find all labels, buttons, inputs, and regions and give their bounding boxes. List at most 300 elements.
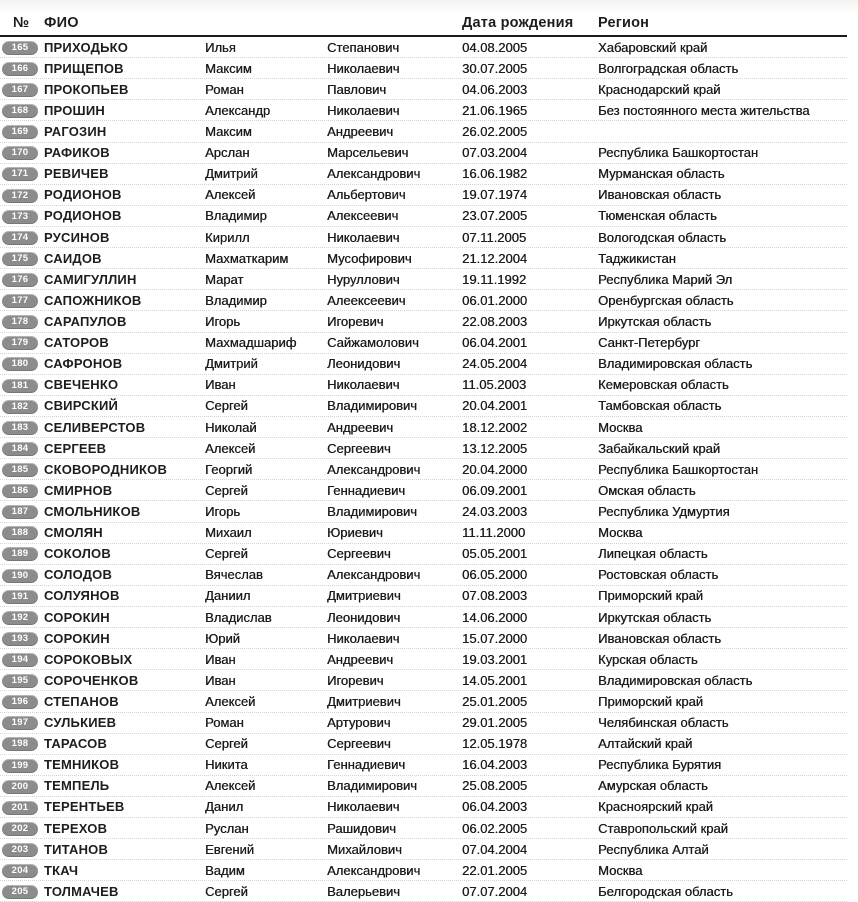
table-header-row <box>0 0 847 37</box>
birth-date-cell: 16.06.1982 <box>462 166 528 182</box>
birth-date-cell: 14.05.2001 <box>462 672 528 688</box>
row-number-badge: 174 <box>2 231 38 245</box>
first-name-cell: Кирилл <box>205 229 250 245</box>
region-cell: Республика Удмуртия <box>598 503 730 519</box>
birth-date-cell: 21.12.2004 <box>462 250 528 266</box>
first-name-cell: Сергей <box>205 398 248 414</box>
surname-cell: СВИРСКИЙ <box>44 398 119 414</box>
patronymic-cell: Владимирович <box>327 778 417 794</box>
table-row <box>0 459 847 480</box>
region-cell: Челябинская область <box>598 715 729 731</box>
region-cell: Кемеровская область <box>598 377 729 393</box>
surname-cell: СОКОЛОВ <box>44 546 111 562</box>
region-cell: Ивановская область <box>598 630 721 646</box>
row-number-cell <box>0 694 44 710</box>
region-cell: Без постоянного места жительства <box>598 102 810 118</box>
row-number-badge: 167 <box>2 83 38 97</box>
header-number: № <box>13 15 30 31</box>
region-cell: Мурманская область <box>598 166 725 182</box>
table-row <box>0 100 847 121</box>
row-number-cell <box>0 81 44 97</box>
table-row <box>0 565 847 586</box>
row-number-cell <box>0 461 44 477</box>
table-row <box>0 755 847 776</box>
birth-date-cell: 07.08.2003 <box>462 588 528 604</box>
row-number-cell <box>0 250 44 266</box>
row-number-cell <box>0 124 44 140</box>
first-name-cell: Алексей <box>205 778 256 794</box>
table-row <box>0 818 847 839</box>
first-name-cell: Игорь <box>205 313 241 329</box>
patronymic-cell: Александрович <box>327 166 421 182</box>
table-row <box>0 628 847 649</box>
birth-date-cell: 06.04.2003 <box>462 799 528 815</box>
surname-cell: РАГОЗИН <box>44 123 107 139</box>
table-row <box>0 839 847 860</box>
patronymic-cell: Геннадиевич <box>327 757 406 773</box>
first-name-cell: Владислав <box>205 609 272 625</box>
birth-date-cell: 05.05.2001 <box>462 546 528 562</box>
row-number-cell <box>0 229 44 245</box>
first-name-cell: Максим <box>205 60 252 76</box>
table-row <box>0 290 847 311</box>
table-row <box>0 691 847 712</box>
surname-cell: САМИГУЛЛИН <box>44 271 137 287</box>
surname-cell: СУЛЬКИЕВ <box>44 715 117 731</box>
first-name-cell: Вадим <box>205 862 245 878</box>
region-cell: Тюменская область <box>598 208 717 224</box>
surname-cell: ТОЛМАЧЕВ <box>44 883 119 899</box>
patronymic-cell: Сергеевич <box>327 736 391 752</box>
birth-date-cell: 16.04.2003 <box>462 757 528 773</box>
birth-date-cell: 22.08.2003 <box>462 313 528 329</box>
row-number-badge: 179 <box>2 336 38 350</box>
table-row <box>0 143 847 164</box>
patronymic-cell: Владимирович <box>327 398 417 414</box>
region-cell: Забайкальский край <box>598 440 721 456</box>
table-row <box>0 375 847 396</box>
first-name-cell: Роман <box>205 715 244 731</box>
birth-date-cell: 24.03.2003 <box>462 503 528 519</box>
row-number-badge: 186 <box>2 484 38 498</box>
first-name-cell: Роман <box>205 81 244 97</box>
patronymic-cell: Алексеевич <box>327 208 399 224</box>
row-number-badge: 198 <box>2 737 38 751</box>
table-row <box>0 649 847 670</box>
birth-date-cell: 20.04.2001 <box>462 398 528 414</box>
region-cell: Оренбургская область <box>598 292 734 308</box>
row-number-badge: 204 <box>2 864 38 878</box>
row-number-cell <box>0 440 44 456</box>
region-cell: Белгородская область <box>598 883 733 899</box>
region-cell: Хабаровский край <box>598 39 708 55</box>
region-cell: Ростовская область <box>598 567 719 583</box>
first-name-cell: Сергей <box>205 546 248 562</box>
region-cell: Амурская область <box>598 778 708 794</box>
row-number-cell <box>0 398 44 414</box>
header-birth-date: Дата рождения <box>462 15 574 31</box>
row-number-badge: 189 <box>2 547 38 561</box>
birth-date-cell: 06.05.2000 <box>462 567 528 583</box>
row-number-badge: 197 <box>2 716 38 730</box>
birth-date-cell: 24.05.2004 <box>462 356 528 372</box>
patronymic-cell: Леонидович <box>327 609 401 625</box>
birth-date-cell: 06.04.2001 <box>462 335 528 351</box>
birth-date-cell: 11.05.2003 <box>462 377 527 393</box>
row-number-cell <box>0 884 44 900</box>
surname-cell: ПРИЩЕПОВ <box>44 60 124 76</box>
birth-date-cell: 22.01.2005 <box>462 862 528 878</box>
row-number-badge: 182 <box>2 400 38 414</box>
table-row <box>0 670 847 691</box>
patronymic-cell: Александрович <box>327 461 421 477</box>
row-number-badge: 178 <box>2 315 38 329</box>
first-name-cell: Иван <box>205 651 236 667</box>
region-cell: Приморский край <box>598 693 703 709</box>
table-row <box>0 480 847 501</box>
first-name-cell: Арслан <box>205 145 250 161</box>
region-cell: Владимировская область <box>598 356 753 372</box>
table-row <box>0 396 847 417</box>
row-number-badge: 202 <box>2 822 38 836</box>
birth-date-cell: 19.07.1974 <box>462 187 528 203</box>
table-row <box>0 354 847 375</box>
row-number-cell <box>0 335 44 351</box>
birth-date-cell: 07.03.2004 <box>462 145 528 161</box>
first-name-cell: Дмитрий <box>205 356 258 372</box>
row-number-cell <box>0 187 44 203</box>
surname-cell: РОДИОНОВ <box>44 187 122 203</box>
row-number-cell <box>0 314 44 330</box>
region-cell: Владимировская область <box>598 672 753 688</box>
patronymic-cell: Сайжамолович <box>327 335 419 351</box>
birth-date-cell: 20.04.2000 <box>462 461 528 477</box>
surname-cell: СОЛУЯНОВ <box>44 588 120 604</box>
row-number-badge: 193 <box>2 632 38 646</box>
table-row <box>0 776 847 797</box>
surname-cell: ПРОШИН <box>44 102 105 118</box>
row-number-badge: 169 <box>2 125 38 139</box>
first-name-cell: Марат <box>205 271 244 287</box>
region-cell: Москва <box>598 862 643 878</box>
surname-cell: СОРОКИН <box>44 630 110 646</box>
surname-cell: САФРОНОВ <box>44 356 123 372</box>
birth-date-cell: 07.07.2004 <box>462 883 528 899</box>
row-number-badge: 194 <box>2 653 38 667</box>
patronymic-cell: Нуруллович <box>327 271 400 287</box>
table-row <box>0 269 847 290</box>
surname-cell: САТОРОВ <box>44 335 109 351</box>
row-number-cell <box>0 778 44 794</box>
row-number-cell <box>0 525 44 541</box>
region-cell: Москва <box>598 525 643 541</box>
table-row <box>0 121 847 142</box>
patronymic-cell: Валерьевич <box>327 883 400 899</box>
row-number-cell <box>0 757 44 773</box>
row-number-cell <box>0 588 44 604</box>
patronymic-cell: Сергеевич <box>327 440 391 456</box>
patronymic-cell: Алеексеевич <box>327 292 406 308</box>
patronymic-cell: Николаевич <box>327 799 400 815</box>
row-number-badge: 184 <box>2 442 38 456</box>
row-number-badge: 190 <box>2 569 38 583</box>
surname-cell: СМИРНОВ <box>44 482 113 498</box>
first-name-cell: Владимир <box>205 292 267 308</box>
row-number-badge: 170 <box>2 146 38 160</box>
first-name-cell: Николай <box>205 419 257 435</box>
table-row <box>0 438 847 459</box>
surname-cell: ТЕМПЕЛЬ <box>44 778 110 794</box>
patronymic-cell: Артурович <box>327 715 391 731</box>
row-number-cell <box>0 208 44 224</box>
row-number-badge: 176 <box>2 273 38 287</box>
surname-cell: ПРИХОДЬКО <box>44 39 129 55</box>
region-cell: Волгоградская область <box>598 60 739 76</box>
first-name-cell: Юрий <box>205 630 240 646</box>
table-row <box>0 79 847 100</box>
first-name-cell: Сергей <box>205 736 248 752</box>
region-cell: Республика Башкортостан <box>598 145 758 161</box>
row-number-badge: 165 <box>2 41 38 55</box>
surname-cell: РУСИНОВ <box>44 229 110 245</box>
row-number-badge: 195 <box>2 674 38 688</box>
region-cell: Липецкая область <box>598 546 708 562</box>
row-number-cell <box>0 715 44 731</box>
first-name-cell: Алексей <box>205 187 256 203</box>
first-name-cell: Алексей <box>205 693 256 709</box>
patronymic-cell: Андреевич <box>327 419 394 435</box>
table-row <box>0 607 847 628</box>
table-row <box>0 860 847 881</box>
row-number-cell <box>0 293 44 309</box>
patronymic-cell: Николаевич <box>327 60 400 76</box>
first-name-cell: Игорь <box>205 503 241 519</box>
birth-date-cell: 04.06.2003 <box>462 81 528 97</box>
birth-date-cell: 06.01.2000 <box>462 292 528 308</box>
surname-cell: ТЕМНИКОВ <box>44 757 120 773</box>
table-row <box>0 164 847 185</box>
patronymic-cell: Степанович <box>327 39 400 55</box>
table-row <box>0 37 847 58</box>
region-cell: Вологодская область <box>598 229 727 245</box>
first-name-cell: Александр <box>205 102 271 118</box>
surname-cell: СЕЛИВЕРСТОВ <box>44 419 146 435</box>
first-name-cell: Руслан <box>205 820 249 836</box>
region-cell: Краснодарский край <box>598 81 721 97</box>
birth-date-cell: 25.08.2005 <box>462 778 528 794</box>
row-number-badge: 192 <box>2 611 38 625</box>
region-cell: Республика Алтай <box>598 841 709 857</box>
surname-cell: САРАПУЛОВ <box>44 313 127 329</box>
patronymic-cell: Игоревич <box>327 313 384 329</box>
region-cell: Москва <box>598 419 643 435</box>
table-row <box>0 544 847 565</box>
row-number-cell <box>0 546 44 562</box>
surname-cell: СОЛОДОВ <box>44 567 113 583</box>
patronymic-cell: Юриевич <box>327 525 383 541</box>
patronymic-cell: Михайлович <box>327 841 402 857</box>
surname-cell: ПРОКОПЬЕВ <box>44 81 129 97</box>
table-row <box>0 713 847 734</box>
region-cell: Алтайский край <box>598 736 693 752</box>
first-name-cell: Махмадшариф <box>205 335 297 351</box>
first-name-cell: Сергей <box>205 482 248 498</box>
row-number-badge: 173 <box>2 210 38 224</box>
table-body <box>0 37 858 902</box>
surname-cell: РЕВИЧЕВ <box>44 166 109 182</box>
patronymic-cell: Дмитриевич <box>327 693 401 709</box>
row-number-cell <box>0 166 44 182</box>
region-cell: Республика Бурятия <box>598 757 722 773</box>
table-row <box>0 227 847 248</box>
row-number-badge: 171 <box>2 167 38 181</box>
first-name-cell: Иван <box>205 377 236 393</box>
header-region: Регион <box>598 15 650 31</box>
table-row <box>0 501 847 522</box>
row-number-cell <box>0 103 44 119</box>
surname-cell: СОРОКОВЫХ <box>44 651 133 667</box>
surname-cell: ТИТАНОВ <box>44 841 109 857</box>
region-cell: Ивановская область <box>598 187 721 203</box>
row-number-cell <box>0 483 44 499</box>
surname-cell: СМОЛЬНИКОВ <box>44 503 141 519</box>
row-number-badge: 181 <box>2 379 38 393</box>
first-name-cell: Данил <box>205 799 244 815</box>
first-name-cell: Сергей <box>205 883 248 899</box>
table-row <box>0 206 847 227</box>
region-cell: Республика Марий Эл <box>598 271 733 287</box>
surname-cell: СОРОЧЕНКОВ <box>44 672 139 688</box>
first-name-cell: Георгий <box>205 461 253 477</box>
patronymic-cell: Александрович <box>327 862 421 878</box>
table-row <box>0 586 847 607</box>
patronymic-cell: Игоревич <box>327 672 384 688</box>
region-cell: Иркутская область <box>598 609 712 625</box>
region-cell: Таджикистан <box>598 250 676 266</box>
patronymic-cell: Дмитриевич <box>327 588 401 604</box>
row-number-badge: 196 <box>2 695 38 709</box>
table-row <box>0 797 847 818</box>
first-name-cell: Вячеслав <box>205 567 263 583</box>
table-row <box>0 248 847 269</box>
patronymic-cell: Николаевич <box>327 102 400 118</box>
table-row <box>0 523 847 544</box>
row-number-badge: 187 <box>2 505 38 519</box>
region-cell: Омская область <box>598 482 696 498</box>
birth-date-cell: 19.03.2001 <box>462 651 528 667</box>
patronymic-cell: Николаевич <box>327 630 400 646</box>
patronymic-cell: Геннадиевич <box>327 482 406 498</box>
surname-cell: СКОВОРОДНИКОВ <box>44 461 168 477</box>
row-number-cell <box>0 841 44 857</box>
birth-date-cell: 06.02.2005 <box>462 820 528 836</box>
patronymic-cell: Владимирович <box>327 503 417 519</box>
row-number-badge: 205 <box>2 885 38 899</box>
surname-cell: РАФИКОВ <box>44 145 110 161</box>
row-number-cell <box>0 567 44 583</box>
first-name-cell: Никита <box>205 757 248 773</box>
row-number-cell <box>0 736 44 752</box>
birth-date-cell: 30.07.2005 <box>462 60 528 76</box>
patronymic-cell: Александрович <box>327 567 421 583</box>
row-number-badge: 177 <box>2 294 38 308</box>
birth-date-cell: 11.11.2000 <box>462 525 526 541</box>
row-number-badge: 200 <box>2 780 38 794</box>
row-number-cell <box>0 145 44 161</box>
first-name-cell: Махматкарим <box>205 250 289 266</box>
region-cell: Курская область <box>598 651 698 667</box>
surname-cell: ТЕРЕНТЬЕВ <box>44 799 125 815</box>
table-row <box>0 734 847 755</box>
region-cell: Красноярский край <box>598 799 713 815</box>
region-cell: Приморский край <box>598 588 703 604</box>
table-row <box>0 58 847 79</box>
row-number-cell <box>0 504 44 520</box>
row-number-badge: 168 <box>2 104 38 118</box>
row-number-cell <box>0 39 44 55</box>
first-name-cell: Илья <box>205 39 236 55</box>
patronymic-cell: Мусофирович <box>327 250 412 266</box>
row-number-badge: 203 <box>2 843 38 857</box>
row-number-cell <box>0 651 44 667</box>
table-row <box>0 311 847 332</box>
row-number-badge: 172 <box>2 189 38 203</box>
row-number-badge: 201 <box>2 801 38 815</box>
row-number-cell <box>0 630 44 646</box>
region-cell: Ставропольский край <box>598 820 728 836</box>
first-name-cell: Иван <box>205 672 236 688</box>
birth-date-cell: 25.01.2005 <box>462 693 528 709</box>
row-number-cell <box>0 419 44 435</box>
row-number-cell <box>0 863 44 879</box>
surname-cell: ТАРАСОВ <box>44 736 108 752</box>
row-number-cell <box>0 609 44 625</box>
table-row <box>0 417 847 438</box>
row-number-cell <box>0 60 44 76</box>
table-row <box>0 185 847 206</box>
surname-cell: ТЕРЕХОВ <box>44 820 108 836</box>
birth-date-cell: 21.06.1965 <box>462 102 528 118</box>
surname-cell: ТКАЧ <box>44 862 79 878</box>
first-name-cell: Евгений <box>205 841 254 857</box>
birth-date-cell: 13.12.2005 <box>462 440 528 456</box>
surname-cell: САИДОВ <box>44 250 102 266</box>
birth-date-cell: 23.07.2005 <box>462 208 528 224</box>
first-name-cell: Максим <box>205 123 252 139</box>
surname-cell: СТЕПАНОВ <box>44 693 119 709</box>
surname-cell: СМОЛЯН <box>44 525 103 541</box>
row-number-cell <box>0 356 44 372</box>
region-cell: Республика Башкортостан <box>598 461 758 477</box>
first-name-cell: Даниил <box>205 588 251 604</box>
region-cell: Тамбовская область <box>598 398 722 414</box>
surname-cell: СЕРГЕЕВ <box>44 440 107 456</box>
row-number-badge: 166 <box>2 62 38 76</box>
patronymic-cell: Андреевич <box>327 123 394 139</box>
row-number-badge: 183 <box>2 421 38 435</box>
surname-cell: СОРОКИН <box>44 609 110 625</box>
patronymic-cell: Рашидович <box>327 820 396 836</box>
row-number-cell <box>0 673 44 689</box>
row-number-badge: 175 <box>2 252 38 266</box>
row-number-badge: 188 <box>2 526 38 540</box>
birth-date-cell: 06.09.2001 <box>462 482 528 498</box>
birth-date-cell: 29.01.2005 <box>462 715 528 731</box>
row-number-badge: 180 <box>2 357 38 371</box>
patronymic-cell: Андреевич <box>327 651 394 667</box>
first-name-cell: Михаил <box>205 525 252 541</box>
birth-date-cell: 12.05.1978 <box>462 736 528 752</box>
